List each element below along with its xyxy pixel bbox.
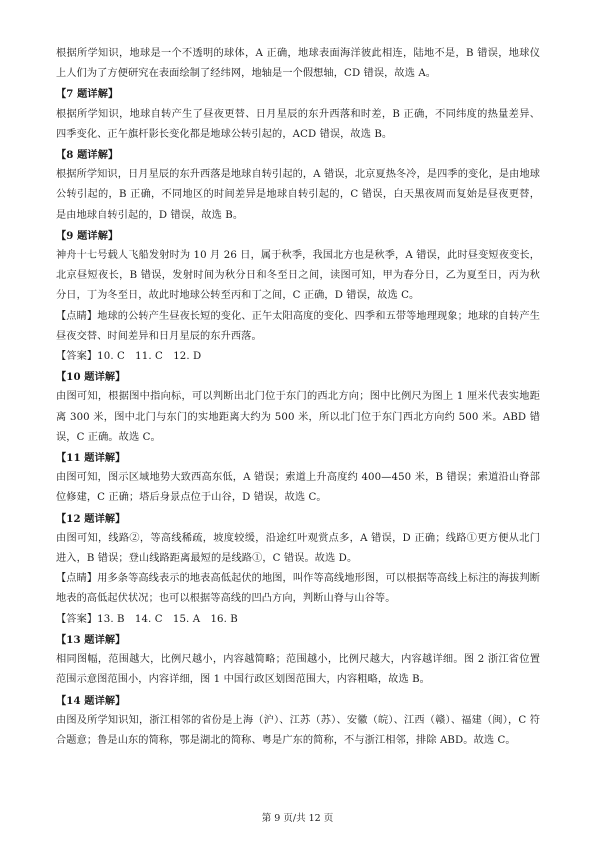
paragraph: 【答案】13. B 14. C 15. A 16. B (56, 613, 238, 625)
paragraph: 由图及所学知识知，浙江相邻的省份是上海（沪）、江苏（苏）、安徽（皖）、江西（赣）、福建（闽），C 符合题意；鲁是山东的简称，鄂是湖北的简称、粤是广东的简称，不与浙江相邻，排除 ABD。故选 C。 (56, 714, 540, 746)
section-heading: 【8 题详解】 (56, 149, 119, 162)
paragraph: 相同图幅，范围越大，比例尺越小，内容越简略；范围越小，比例尺越大，内容越详细。图 2 浙江省位置范围示意图范围小，内容详细，图 1 中国行政区划图范围大，内容粗略，故选 B。 (56, 654, 540, 686)
paragraph: 由图可知，线路②，等高线稀疏，坡度较缓，沿途红叶观赏点多，A 错误，D 正确；线路①更方便从北门进入，B 错误；登山线路距离最短的是线路①，C 错误。故选 D。 (56, 532, 540, 565)
section-heading: 【10 题详解】 (56, 371, 126, 384)
section-heading: 【9 题详解】 (56, 229, 119, 242)
section-heading: 【11 题详解】 (56, 452, 126, 465)
paragraph: 【点睛】地球的公转产生昼夜长短的变化、正午太阳高度的变化、四季和五带等地理现象；地球的自转产生昼夜交替、时间差异和日月星辰的东升西落。 (56, 310, 540, 342)
paragraph: 根据所学知识，地球是一个不透明的球体，A 正确，地球表面海洋彼此相连，陆地不是，B 错误，地球仪上人们为了方便研究在表面绘制了经纬网，地轴是一个假想轴，CD 错误，故选 A。 (56, 48, 540, 80)
paragraph: 【点睛】用多条等高线表示的地表高低起伏的地图，叫作等高线地形图，可以根据等高线上标注的海拔判断地表的高低起伏状况；也可以根据等高线的凹凸方向，判断山脊与山谷等。 (56, 573, 540, 605)
page-footer: 第 9 页/共 12 页 (261, 813, 334, 824)
paragraph: 由图可知，根据图中指向标，可以判断出北门位于东门的西北方向；图中比例尺为图上 1 厘米代表实地距离 300 米，图中北门与东门的实地距离大约为 500 米，所以北门位于东门西北方向约 500 米。ABD 错误，C 正确。故选 C。 (56, 391, 540, 443)
paragraph: 根据所学知识，日月星辰的东升西落是地球自转引起的，A 错误，北京夏热冬冷，是四季的变化，是由地球公转引起的，B 正确，不同地区的时间差异是地球自转引起的，C 错误，白天黑夜周而复始是昼夜更替，是由地球自转引起的，D 错误，故选 B。 (56, 169, 541, 221)
section-heading: 【7 题详解】 (56, 88, 119, 101)
section-heading: 【13 题详解】 (56, 633, 126, 646)
paragraph: 神舟十七号载人飞船发射时为 10 月 26 日，属于秋季，我国北方也是秋季，A 错误，此时昼变短夜变长，北京昼短夜长，B 错误，发射时间为秋分日和冬至日之间，读图可知，甲为春分日，乙为夏至日，丙为秋分日，丁为冬至日，故此时地球公转至丙和丁之间，C 正确，D 错误，故选 C。 (56, 250, 540, 302)
paragraph: 由图可知，图示区域地势大致西高东低，A 错误；索道上升高度约 400—450 米，B 错误；索道沿山脊部位修建，C 正确；塔后身景点位于山谷，D 错误，故选 C。 (56, 472, 540, 504)
section-heading: 【12 题详解】 (56, 512, 126, 525)
document-body (56, 44, 540, 751)
paragraph: 根据所学知识，地球自转产生了昼夜更替、日月星辰的东升西落和时差，B 正确，不同纬度的热量差异、四季变化、正午旗杆影长变化都是地球公转引起的，ACD 错误，故选 B。 (56, 108, 540, 140)
paragraph: 【答案】10. C 11. C 12. D (56, 351, 202, 363)
section-heading: 【14 题详解】 (56, 694, 126, 707)
